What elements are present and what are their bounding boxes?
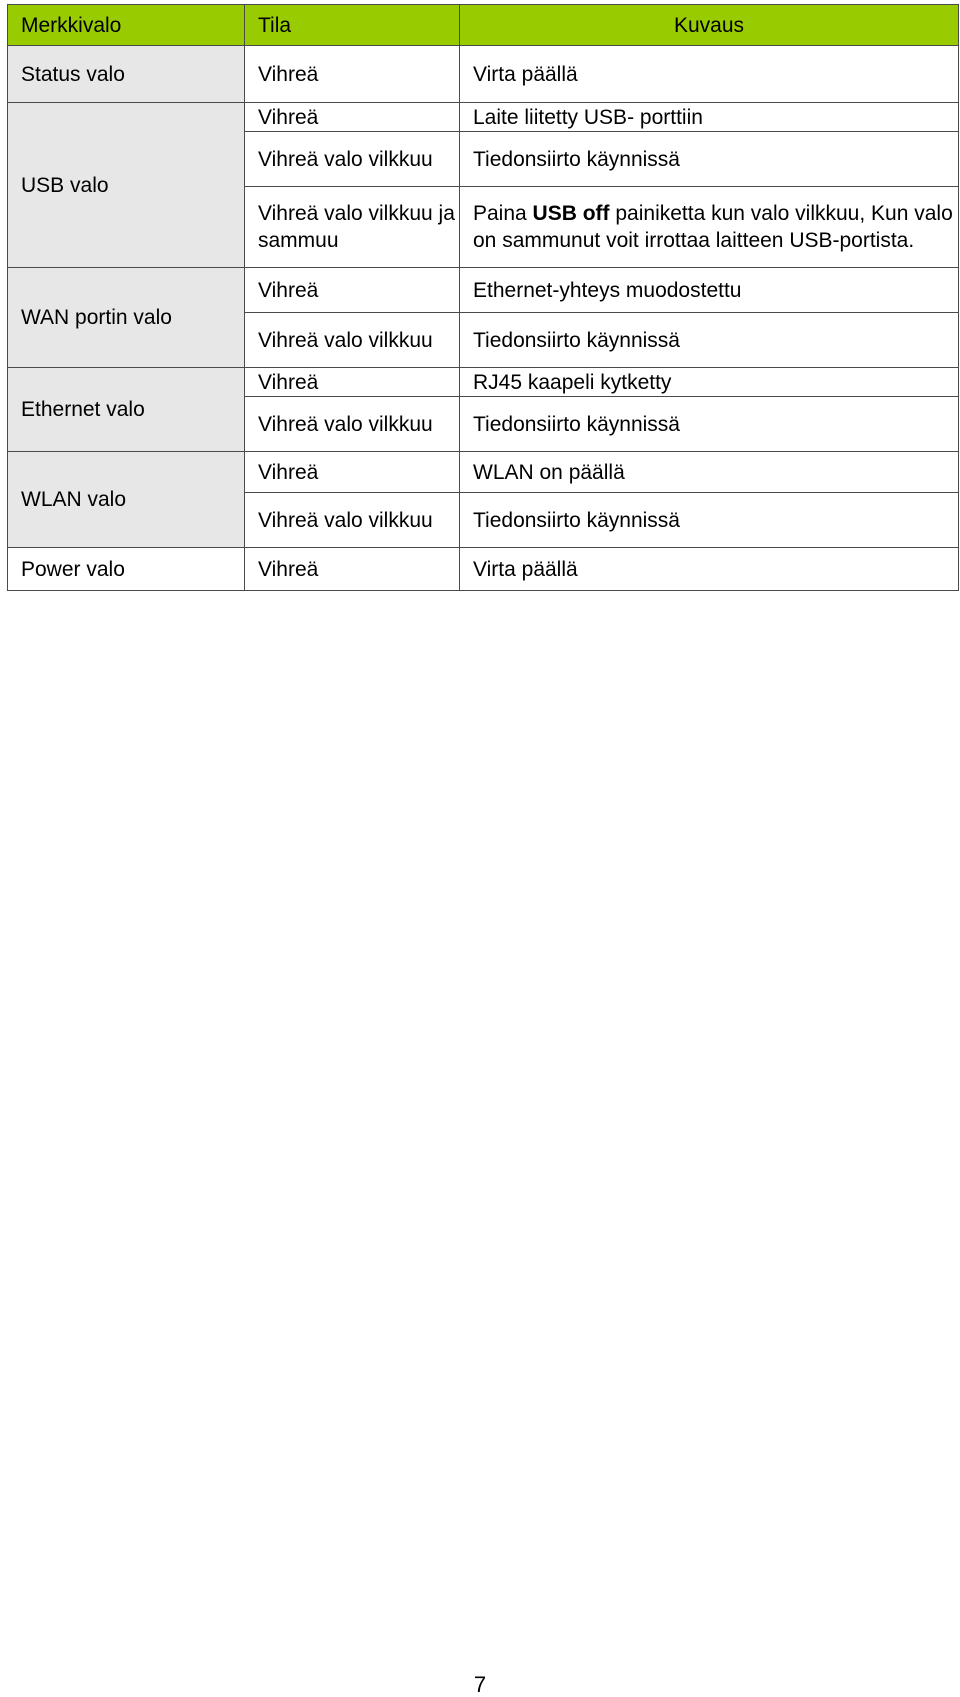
state-cell: Vihreä xyxy=(245,46,460,103)
description-cell: Laite liitetty USB- porttiin xyxy=(460,103,959,132)
state-cell: Vihreä xyxy=(245,103,460,132)
description-cell: Tiedonsiirto käynnissä xyxy=(460,397,959,452)
indicator-power: Power valo xyxy=(8,548,245,591)
table-row-wan-1 xyxy=(8,268,959,313)
indicator-wan: WAN portin valo xyxy=(8,268,245,368)
state-cell: Vihreä valo vilkkuu xyxy=(245,132,460,187)
description-cell: RJ45 kaapeli kytketty xyxy=(460,368,959,397)
table-row-wlan-1 xyxy=(8,452,959,493)
description-cell xyxy=(460,187,959,268)
state-cell: Vihreä xyxy=(245,268,460,313)
state-cell: Vihreä xyxy=(245,548,460,591)
state-cell: Vihreä valo vilkkuu ja sammuu xyxy=(245,187,460,268)
indicator-status: Status valo xyxy=(8,46,245,103)
table-row-usb-1 xyxy=(8,103,959,132)
usb-instruction-text: Paina xyxy=(473,202,533,225)
header-state: Tila xyxy=(245,5,460,46)
description-cell: Ethernet-yhteys muodostettu xyxy=(460,268,959,313)
table-row-status xyxy=(8,46,959,103)
description-cell: WLAN on päällä xyxy=(460,452,959,493)
header-indicator: Merkkivalo xyxy=(8,5,245,46)
indicator-ethernet: Ethernet valo xyxy=(8,368,245,452)
description-cell: Tiedonsiirto käynnissä xyxy=(460,493,959,548)
state-cell: Vihreä valo vilkkuu xyxy=(245,313,460,368)
header-description: Kuvaus xyxy=(460,5,959,46)
description-cell: Tiedonsiirto käynnissä xyxy=(460,313,959,368)
page-number: 7 xyxy=(473,1672,487,1697)
usb-off-label: USB off xyxy=(532,202,610,225)
state-cell: Vihreä xyxy=(245,452,460,493)
description-cell: Tiedonsiirto käynnissä xyxy=(460,132,959,187)
state-cell: Vihreä valo vilkkuu xyxy=(245,493,460,548)
description-cell: Virta päällä xyxy=(460,46,959,103)
table-row-power xyxy=(8,548,959,591)
description-cell: Virta päällä xyxy=(460,548,959,591)
table-row-ethernet-1 xyxy=(8,368,959,397)
usb-instruction-text: painiketta kun valo vilkkuu, Kun valo on sammunut voit irrottaa laitteen USB-portista. xyxy=(473,202,953,252)
state-cell: Vihreä valo vilkkuu xyxy=(245,397,460,452)
led-indicator-table xyxy=(7,4,959,591)
indicator-wlan: WLAN valo xyxy=(8,452,245,548)
indicator-usb: USB valo xyxy=(8,103,245,268)
table-header-row xyxy=(8,5,959,46)
state-cell: Vihreä xyxy=(245,368,460,397)
